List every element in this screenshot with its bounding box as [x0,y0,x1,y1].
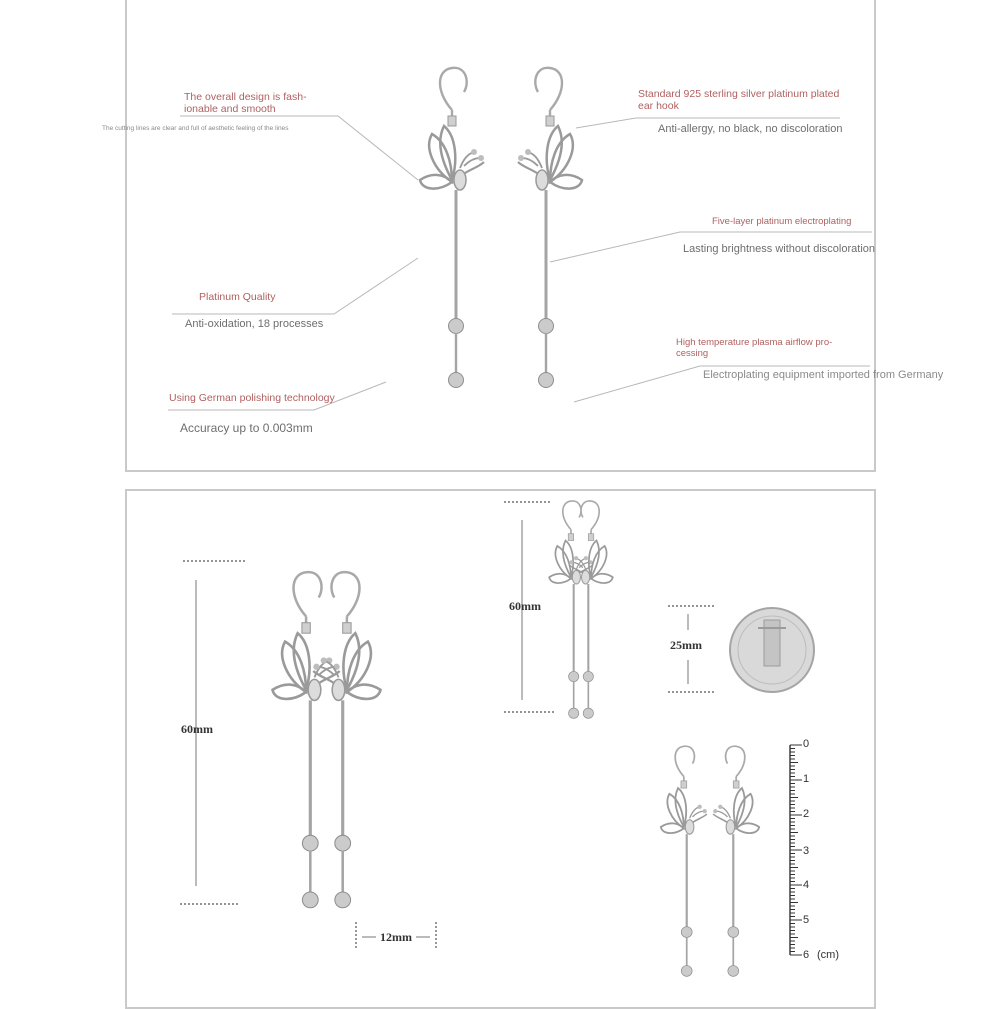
earring-left-top [420,68,484,388]
ruler-number-3: 3 [803,845,810,857]
small-length-label: 60mm [509,599,541,613]
callout-platinum-detail: Anti-oxidation, 18 processes [185,318,324,330]
callout-polishing-title: Using German polishing technology [169,392,335,404]
callout-hook-detail: Anti-allergy, no black, no discoloration [658,123,843,135]
callout-electroplating-title: Five-layer platinum electroplating [712,216,852,227]
length-label: 60mm [181,722,213,736]
callout-design-title: The overall design is fash- ionable and smooth [184,91,307,115]
callout-platinum-title: Platinum Quality [199,291,276,303]
callout-polishing-detail: Accuracy up to 0.003mm [180,421,313,435]
callout-plasma-title: High temperature plasma airflow pro- cessing [676,337,833,359]
earring-right-ruler [713,746,759,976]
ruler-number-2: 2 [803,808,810,820]
callout-hook-title: Standard 925 sterling silver platinum plated ear hook [638,88,840,112]
ruler-number-6: 6 [803,949,810,961]
ruler-number-1: 1 [803,773,810,785]
ruler-number-4: 4 [803,879,810,891]
callout-electroplating-detail: Lasting brightness without discoloration [683,243,876,255]
earring-left-ruler [661,746,707,976]
earring-left-coin [549,501,593,718]
ruler-number-5: 5 [803,914,810,926]
ruler [790,745,802,955]
earring-right-coin [569,501,613,718]
ruler-unit: (cm) [817,949,839,961]
earring-right-large [313,572,380,908]
coin-illustration [730,608,814,692]
width-label: 12mm [380,930,412,944]
callout-design-detail: The cutting lines are clear and full of aesthetic feeling of the lines [102,125,289,132]
ruler-number-0: 0 [803,738,810,750]
earring-left-large [273,572,340,908]
coin-diameter-label: 25mm [670,638,702,652]
callout-plasma-detail: Electroplating equipment imported from Germany [703,369,944,381]
earring-right-top [518,68,582,388]
